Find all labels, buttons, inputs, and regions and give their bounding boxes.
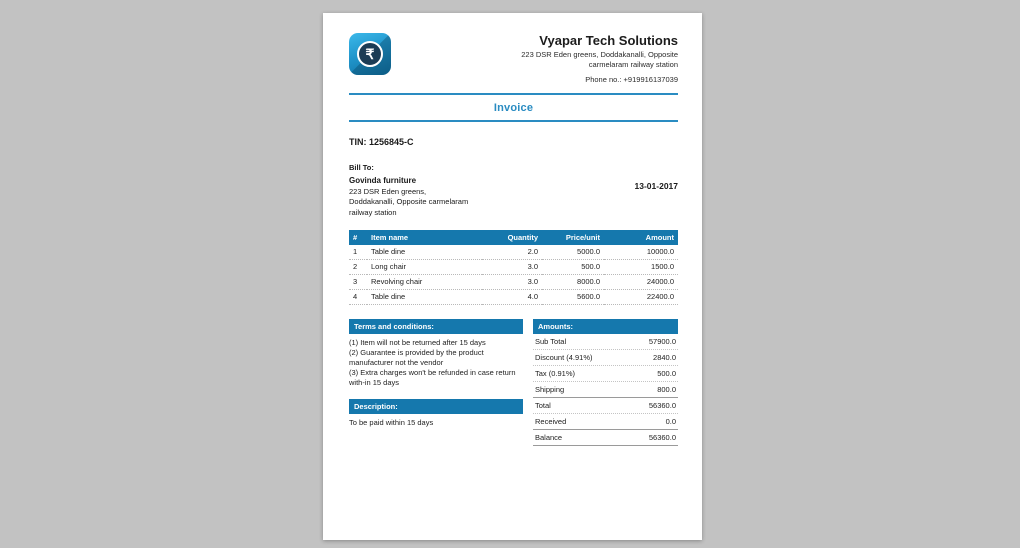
col-header-name: Item name xyxy=(367,230,482,245)
company-address-line2: carmelaram railway station xyxy=(588,60,678,70)
amounts-column xyxy=(533,319,678,446)
terms-line: (3) Extra charges won't be refunded in case return with-in 15 days xyxy=(349,367,516,387)
item-num: 2 xyxy=(349,259,367,274)
bottom-section xyxy=(349,319,678,446)
invoice-title: Invoice xyxy=(493,102,534,115)
col-header-price: Price/unit xyxy=(542,230,604,245)
invoice-header xyxy=(349,33,678,84)
tin-number: TIN: 1256845-C xyxy=(349,137,414,148)
amount-row-shipping xyxy=(533,382,678,398)
item-qty: 3.0 xyxy=(482,274,542,289)
bill-to-label: Bill To: xyxy=(349,163,374,173)
item-num: 3 xyxy=(349,274,367,289)
amount-label: Sub Total xyxy=(535,336,567,346)
item-qty: 3.0 xyxy=(482,259,542,274)
company-phone: Phone no.: +919916137039 xyxy=(585,75,678,85)
company-info xyxy=(521,33,678,84)
item-name: Table dine xyxy=(367,289,482,304)
terms-line: (1) Item will not be returned after 15 days xyxy=(349,337,486,347)
invoice-title-band xyxy=(349,93,678,122)
invoice-date: 13-01-2017 xyxy=(634,181,678,192)
item-qty: 4.0 xyxy=(482,289,542,304)
item-qty: 2.0 xyxy=(482,245,542,260)
item-amount: 22400.0 xyxy=(604,289,678,304)
amount-value: 0.0 xyxy=(665,416,676,426)
rupee-icon: ₹ xyxy=(357,41,383,67)
amount-value: 57900.0 xyxy=(648,336,676,346)
amount-value: 2840.0 xyxy=(653,352,676,362)
table-row xyxy=(349,289,678,304)
customer-name: Govinda furniture xyxy=(349,176,417,186)
amount-label: Balance xyxy=(535,432,563,442)
amount-value: 800.0 xyxy=(657,384,676,394)
amount-value: 56360.0 xyxy=(648,400,676,410)
amount-value: 500.0 xyxy=(657,368,676,378)
invoice-page xyxy=(323,13,702,540)
items-table xyxy=(349,230,678,305)
amount-value: 56360.0 xyxy=(648,432,676,442)
terms-line: (2) Guarantee is provided by the product manufacturer not the vendor xyxy=(349,347,484,367)
item-price: 5000.0 xyxy=(542,245,604,260)
table-row xyxy=(349,245,678,260)
item-num: 1 xyxy=(349,245,367,260)
amount-label: Shipping xyxy=(535,384,565,394)
bill-to-block xyxy=(349,163,468,217)
amount-label: Discount (4.91%) xyxy=(535,352,593,362)
item-name: Table dine xyxy=(367,245,482,260)
col-header-qty: Quantity xyxy=(482,230,542,245)
amount-row-tax xyxy=(533,366,678,382)
customer-address-line2: Doddakanalli, Opposite carmelaram xyxy=(349,197,469,207)
description-header: Description: xyxy=(349,399,523,414)
company-name: Vyapar Tech Solutions xyxy=(539,33,678,48)
table-row xyxy=(349,259,678,274)
terms-and-description-column xyxy=(349,319,523,446)
amount-row-received xyxy=(533,414,678,430)
terms-body xyxy=(349,338,523,388)
amounts-rows xyxy=(533,334,678,446)
item-amount: 10000.0 xyxy=(604,245,678,260)
item-price: 500.0 xyxy=(542,259,604,274)
amount-row-subtotal xyxy=(533,334,678,350)
company-address-line1: 223 DSR Eden greens, Doddakanalli, Opposite xyxy=(521,50,678,59)
table-row xyxy=(349,274,678,289)
items-table-header xyxy=(349,230,678,245)
item-name: Revolving chair xyxy=(367,274,482,289)
company-logo xyxy=(349,33,391,75)
item-amount: 1500.0 xyxy=(604,259,678,274)
item-price: 5600.0 xyxy=(542,289,604,304)
amount-row-discount xyxy=(533,350,678,366)
company-address xyxy=(521,50,678,70)
item-amount: 24000.0 xyxy=(604,274,678,289)
customer-address-line3: railway station xyxy=(349,207,397,217)
col-header-num: # xyxy=(349,230,367,245)
bill-to-section xyxy=(349,163,678,217)
amounts-header: Amounts: xyxy=(533,319,678,334)
customer-address-line1: 223 DSR Eden greens, xyxy=(349,187,427,197)
item-price: 8000.0 xyxy=(542,274,604,289)
amount-row-balance xyxy=(533,430,678,446)
terms-header: Terms and conditions: xyxy=(349,319,523,334)
amount-row-total xyxy=(533,398,678,414)
amount-label: Received xyxy=(535,416,567,426)
amount-label: Total xyxy=(535,400,551,410)
description-body: To be paid within 15 days xyxy=(349,418,434,428)
item-name: Long chair xyxy=(367,259,482,274)
item-num: 4 xyxy=(349,289,367,304)
amount-label: Tax (0.91%) xyxy=(535,368,576,378)
customer-address xyxy=(349,187,468,217)
col-header-amount: Amount xyxy=(604,230,678,245)
